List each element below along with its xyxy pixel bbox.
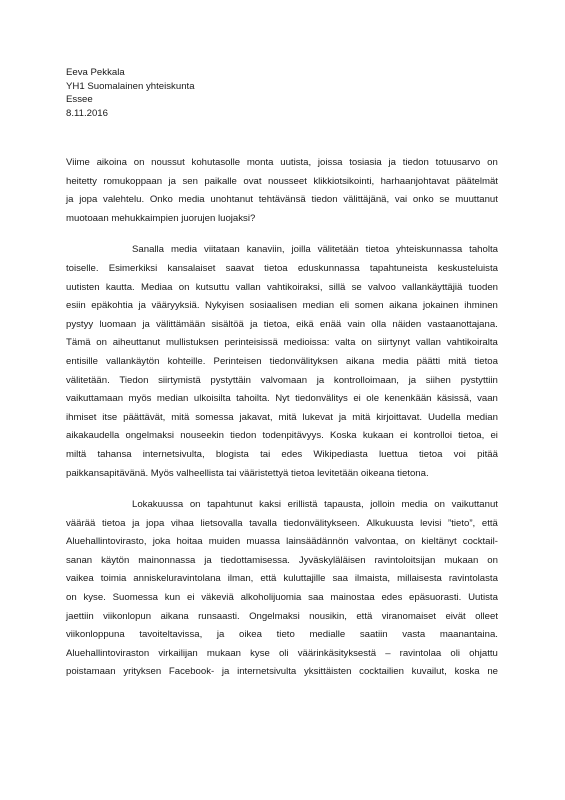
text-line: on kyse. Suomessa kun ei väkeviä alkoholijuomia saa mainostaa edes epäsuorasti. Uutista bbox=[66, 592, 498, 604]
text-line: jaettiin viikonlopun aikana runsaasti. Ongelmaksi nousikin, että viranomaiset eivät olleet bbox=[66, 610, 498, 622]
text-line: Lokakuussa on tapahtunut kaksi erillistä tapausta, jolloin media on vaikuttanut bbox=[132, 499, 498, 511]
text-line: vaikuttamaan myös median ulkoisilta tahoilta. Nyt tiedonvälitys ei ole kenenkään käsissä, vaan bbox=[66, 393, 498, 405]
text-line: ihmiset itse päättävät, mitä somessa jakavat, mitä lukevat ja mitä kirjoittavat. Uudella median bbox=[66, 411, 498, 423]
course-name: YH1 Suomalainen yhteiskunta bbox=[66, 80, 195, 92]
text-line: Aluehallintovirasto, joka hoitaa muiden muassa lainsäädännön valvontaa, on kieltänyt cocktail- bbox=[66, 536, 498, 548]
text-line: uutisten kautta. Mediaa on kutsuttu vallan vahtikoiraksi, sillä se valvoo vallankäyttäjiä tuoden bbox=[66, 281, 498, 293]
author-name: Eeva Pekkala bbox=[66, 67, 125, 78]
text-line: toiselle. Esimerkiksi kansalaiset saavat tietoa eduskunnassa tapahtuneista keskusteluista bbox=[66, 262, 498, 274]
text-line: miltä tahansa internetsivulta, blogista tai edes Wikipediasta luettua tietoa voi pitää bbox=[66, 448, 498, 460]
text-line: poistamaan yrityksen Facebook- ja internetsivulta yksittäisten cocktailien kuvailut, koska ne bbox=[66, 666, 498, 678]
text-line: aikakaudella ongelmaksi nouseekin tiedon todenpitävyys. Koska kukaan ei kontrolloi tietoa, ei bbox=[66, 430, 498, 442]
text-line: muotoaan mehukkaimpien juorujen luojaksi? bbox=[66, 212, 256, 224]
text-line: vaikea toimia anniskeluravintolana ilman, että kuluttajille saa ilmaista, millaisesta ravintolasta bbox=[66, 573, 498, 585]
text-line: välitetään. Tiedon siirtymistä pystyttäin valvomaan ja kontrolloimaan, ja siihen pystyttiin bbox=[66, 374, 498, 386]
text-line: esiin epäkohtia ja vääryyksiä. Nykyisen sosiaalisen median eli somen aikana jokainen ihminen bbox=[66, 300, 498, 312]
text-line: heitetty romukoppaan ja sen paikalle ovat nousseet klikkiotsikointi, harhaanjohtavat päätelmät bbox=[66, 175, 498, 187]
text-line: väärää tietoa ja jopa vihaa lietsovalla tavalla tiedonvälitykseen. Alkukuusta levisi ”tieto”, että bbox=[66, 517, 498, 529]
text-line: ja jopa valehtelu. Onko media unohtanut tehtävänsä tiedon välittäjänä, vai onko se muuttanut bbox=[66, 194, 498, 206]
text-line: entisille vallankäytön kohteille. Perinteisen tiedonvälityksen aikana media päätti mitä tietoa bbox=[66, 355, 498, 367]
paragraph bbox=[66, 496, 498, 682]
text-line: viikonloppuna tavoiteltavissa, ja oikea tieto medialle saatiin vasta maanantaina. bbox=[66, 629, 498, 641]
document-type: Essee bbox=[66, 94, 93, 105]
text-line: Sanalla media viitataan kanaviin, joilla välitetään tietoa yhteiskunnassa taholta bbox=[132, 244, 498, 256]
document-date: 8.11.2016 bbox=[66, 107, 108, 119]
text-line: Viime aikoina on noussut kohutasolle monta uutista, joissa tosiasia ja tiedon totuusarvo on bbox=[66, 157, 498, 168]
paragraph bbox=[66, 241, 498, 483]
text-line: pystyy luomaan ja välittämään sisältöä ja tietoa, eikä enää vain olla näiden vastaanottajana. bbox=[66, 318, 498, 330]
text-line: Aluehallintoviraston virkailijan mukaan kyse oli väärinkäsityksestä – ravintolaa oli ohjattu bbox=[66, 647, 498, 659]
document-header bbox=[66, 66, 195, 120]
text-line: paikkansapitävänä. Myös valheellista tai vääristettyä tietoa levitetään oikeana tietona. bbox=[66, 467, 429, 479]
text-line: sanan käytön mainonnassa ja tiedottamisessa. Jyväskyläläisen ravintoloitsijan mukaan on bbox=[66, 554, 498, 566]
text-line: Tämä on aiheuttanut mullistuksen perinteisissä medioissa: valta on siirtynyt vallan vahtikoiralta bbox=[66, 337, 498, 349]
essay-body bbox=[66, 154, 498, 695]
paragraph bbox=[66, 154, 498, 228]
